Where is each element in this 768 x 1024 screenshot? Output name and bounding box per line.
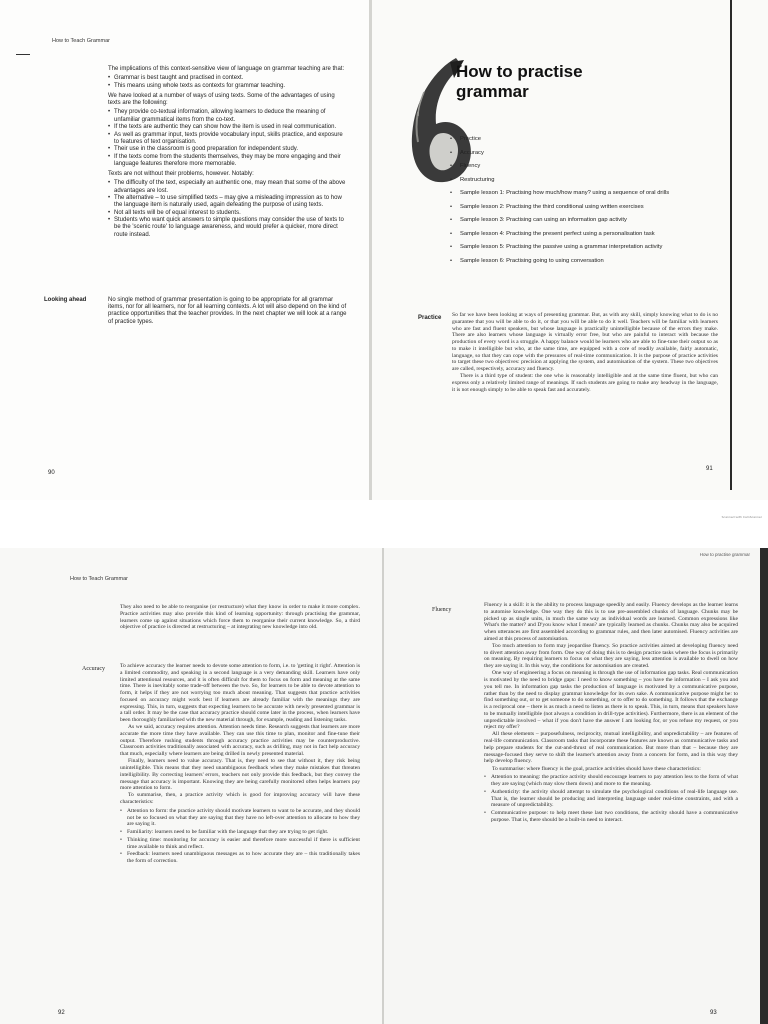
page-number: 93 <box>710 1010 717 1016</box>
contents-item: • Sample lesson 6: Practising going to using conversation <box>450 258 712 265</box>
restructuring-text <box>120 604 360 631</box>
contents-item: • Sample lesson 1: Practising how much/how many? using a sequence of oral drills <box>450 190 712 197</box>
paragraph: They also need to be able to reorganise (or restructure) what they know in order to make it more complex. Practice activities may also provide this kind of learning opportunity: through practising the grammar, learners come up against situations which force them to reorganise their current knowledge. So, a third objective of practice is directed at restructuring – at integrating new knowledge into old. <box>120 604 360 631</box>
problems-list <box>108 180 348 239</box>
contents-item: • Accuracy <box>450 150 712 157</box>
chapter-title-line: How to practise <box>456 62 583 81</box>
paragraph: As we said, accuracy requires attention. Attention needs time. Research suggests that learners are more accurate the more time they have available. They can use this time to plan, monitor and fine-tune their output. Therefore rushing students through accuracy practice activities may be counterproductive. Classroom activities traditionally associated with accuracy, such as drilling, may not in fact help accuracy that much, especially where learners are being drilled in newly presented material. <box>120 724 360 758</box>
practice-text <box>452 312 718 394</box>
accuracy-text <box>120 663 360 867</box>
list-item: • Students who want quick answers to simple questions may consider the use of texts to be the 'scenic route' to language awareness, and would prefer a quicker, more direct route instead. <box>108 217 348 239</box>
intro-paragraph: The implications of this context-sensitive view of language on grammar teaching are that: <box>108 66 345 72</box>
list-item: • Communicative purpose: to help meet these last two conditions, the activity should have a communicative purpose. That is, there should be a built-in need to interact. <box>484 810 738 824</box>
paragraph: Finally, learners need to value accuracy. That is, they need to see that without it, they risk being unintelligible. This means that they need unambiguous feedback when they make mistakes that threaten intelligibility. By correcting learners' errors, teachers not only provide this feedback, but they convey the message that accuracy is important. Knowing they are being carefully monitored often helps learners pay more attention to form. <box>120 758 360 792</box>
advantages-list <box>108 109 348 168</box>
page-number: 92 <box>58 1010 65 1016</box>
heading-looking-ahead: Looking ahead <box>44 297 87 303</box>
list-item: • Attention to meaning: the practice activity should encourage learners to pay attention less to the form of what they are saying (which may slow them down) and more to the meaning. <box>484 774 738 788</box>
contents-item: • Fluency <box>450 163 712 170</box>
advantages-intro: We have looked at a number of ways of using texts. Some of the advantages of using texts are the following: <box>108 92 335 107</box>
paragraph: One way of engineering a focus on meaning is through the use of information gap tasks. Real communication is motivated by the need to bridge gaps: I need to know something – you have the information – I ask you and you tell me. In information gap tasks the production of language is motivated by a communicative purpose, rather than by the need to display grammar knowledge for its own sake. A communicative purpose might be: to find something out, or to get someone to do something, or to offer to do something. It follows that the exchange is a reciprocal one – there is as much a need to listen as there is to speak. This, in turn, means that speakers have to be mutually intelligible (not always a condition in drill-type activities). Furthermore, there is an element of the unpredictable involved – what if you don't have the answer I am looking for, or you refuse my request, or you reject my offer? <box>484 670 738 731</box>
list-item: • Thinking time: monitoring for accuracy is easier and therefore more successful if there is sufficient time available to think and reflect. <box>120 837 360 851</box>
looking-ahead-text: No single method of grammar presentation is going to be appropriate for all grammar items, nor for all learners, nor for all learning contexts. A lot will also depend on the kind of practice opportunities that the teacher provides. In the next chapter we will look at a range of practice types. <box>108 297 347 325</box>
paragraph: To summarise: where fluency is the goal, practice activities should have these characteristics: <box>492 765 701 772</box>
list-item: • Grammar is best taught and practised in context. <box>108 75 348 82</box>
contents-item: • Sample lesson 2: Practising the third conditional using written exercises <box>450 204 712 211</box>
list-item: • As well as grammar input, texts provide vocabulary input, skills practice, and exposure to features of text organisation. <box>108 132 348 146</box>
chapter-contents <box>450 136 712 271</box>
paragraph: There is a third type of student: the one who is reasonably intelligible and at the same time fluent, but who can express only a relatively limited range of meanings. If such students are going to make any headway in the language, it is not enough simply to be able to speak fast and accurately. <box>452 373 718 393</box>
contents-item: • Restructuring <box>450 177 712 184</box>
text-block-intro <box>108 66 348 242</box>
accuracy-characteristics <box>120 808 360 865</box>
problems-intro: Texts are not without their problems, however. Notably: <box>108 171 254 178</box>
page-93 <box>384 548 768 1024</box>
running-head: How to Teach Grammar <box>70 576 128 582</box>
list-item: • This means using whole texts as contexts for grammar teaching. <box>108 83 348 90</box>
page-90 <box>0 0 372 500</box>
paragraph: To summarise, then, a practice activity which is good for improving accuracy will have these characteristics: <box>120 792 360 806</box>
contents-item: • Practice <box>450 136 712 143</box>
paragraph: Too much attention to form may jeopardise fluency. So practice activities aimed at developing fluency need to divert attention away from form. One way of doing this is to design practice tasks where the focus is primarily on meaning. By requiring learners to focus on what they are saying, less attention is available to dwell on how they are saying it. In this way, the conditions for automisation are created. <box>484 642 738 670</box>
heading-accuracy: Accuracy <box>82 666 105 672</box>
contents-item: • Sample lesson 3: Practising can using an information gap activity <box>450 217 712 224</box>
list-item: • If the texts come from the students themselves, they may be more engaging and their language features therefore more memorable. <box>108 154 348 168</box>
page-edge-line <box>730 0 732 490</box>
contents-item: • Sample lesson 5: Practising the passive using a grammar interpretation activity <box>450 244 712 251</box>
scan-edge-shadow <box>760 548 768 1024</box>
page-number: 91 <box>706 466 713 472</box>
heading-practice: Practice <box>418 315 442 321</box>
contents-item: • Sample lesson 4: Practising the present perfect using a personalisation task <box>450 231 712 238</box>
list-item: • Authenticity: the activity should attempt to simulate the psychological conditions of real-life language use. That is, the learner should be producing and interpreting language under real-time constraints, and with a measure of unpredictability. <box>484 789 738 809</box>
list-item: • The alternative – to use simplified texts – may give a misleading impression as to how the language item is naturally used, again defeating the purpose of using texts. <box>108 195 348 209</box>
page-number: 90 <box>48 470 55 476</box>
paragraph: Fluency is a skill: it is the ability to process language speedily and easily. Fluency develops as the learner learns to automise knowledge. One way they do this is to use pre-assembled chunks of language. Chunks may be picked up as single units, in much the same way as individual words are learned. Common expressions like What's the matter? and D'you know what I mean? are typically learned as chunks. Chunks may also be acquired when utterances are first assembled according to grammar rules, and then later automised. Fluency activities are aimed at this process of automisation. <box>484 602 738 642</box>
margin-mark <box>16 54 30 55</box>
list-item: • They provide co-textual information, allowing learners to deduce the meaning of unfamiliar grammatical items from the co-text. <box>108 109 348 123</box>
paragraph: To achieve accuracy the learner needs to devote some attention to form, i.e. to 'getting it right'. Attention is a limited commodity, and speaking in a second language is a very demanding skill. Learners have only limited attentional resources, and it is often difficult for them to focus on form and meaning at the same time. There is inevitably some trade-off between the two. So, for learners to be able to devote attention to form, it helps if they are not worrying too much about meaning. That suggests that practice activities focused on accuracy might work best if learners are already familiar with the meanings they are expressing. This, in turn, suggests that expecting learners to be accurate with newly presented grammar is a tall order. It may be the case that accuracy practice should come later in the process, when learners have been thoroughly familiarised with the new material through, for example, reading and listening tasks. <box>120 663 360 723</box>
chapter-title-line: grammar <box>456 82 529 101</box>
list-item: • Attention to form: the practice activity should motivate learners to want to be accurate, and they should not be so focused on what they are saying that they have no left-over attention to allocate to how they are saying it. <box>120 808 360 828</box>
intro-bullet-list <box>108 75 348 90</box>
list-item: • Feedback: learners need unambiguous messages as to how accurate they are – this traditionally takes the form of correction. <box>120 851 360 865</box>
list-item: • Familiarity: learners need to be familiar with the language that they are trying to get right. <box>120 829 360 836</box>
paragraph: All these elements – purposefulness, reciprocity, mutual intelligibility, and unpredictability – are features of real-life communication. Classroom tasks that incorporate these features are known as communicative tasks and help prepare students for the cut-and-thrust of real communication. But more than that – because they are message-focused they serve to shift the learner's attention away from a concern for form, and in this way they help develop fluency. <box>484 731 738 765</box>
gutter <box>0 500 768 548</box>
running-head: How to Teach Grammar <box>52 38 110 44</box>
list-item: • Not all texts will be of equal interest to students. <box>108 210 348 217</box>
list-item: • The difficulty of the text, especially an authentic one, may mean that some of the above advantages are lost. <box>108 180 348 194</box>
list-item: • If the texts are authentic they can show how the item is used in real communication. <box>108 124 348 131</box>
fluency-characteristics <box>484 774 738 823</box>
scan-watermark: Scanned with CamScanner <box>721 515 762 519</box>
running-head: How to practise grammar <box>699 552 750 557</box>
heading-fluency: Fluency <box>432 607 452 613</box>
page-92 <box>0 548 384 1024</box>
fluency-text <box>484 602 738 826</box>
list-item: • Their use in the classroom is good preparation for independent study. <box>108 146 348 153</box>
chapter-title <box>456 62 583 102</box>
paragraph: So far we have been looking at ways of presenting grammar. But, as with any skill, simply knowing what to do is no guarantee that you will be able to do it, or that you will be able to do it well. Teachers will be familiar with learners who are fast and fluent speakers, but whose language is practically unintelligible because of the errors they make. There are also learners whose language is virtually error free, but who are painful to interact with because the production of every word is a struggle. A happy balance would be learners who are able to fine-tune their output so as to make it intelligible but who, at the same time, are equipped with a core of readily available, fairly automatic, language, so that they can cope with the pressures of real-time communication. It is the purpose of practice activities to target these two objectives: precision at applying the system, and automisation of the system. These two objectives are called, respectively, accuracy and fluency. <box>452 312 718 372</box>
